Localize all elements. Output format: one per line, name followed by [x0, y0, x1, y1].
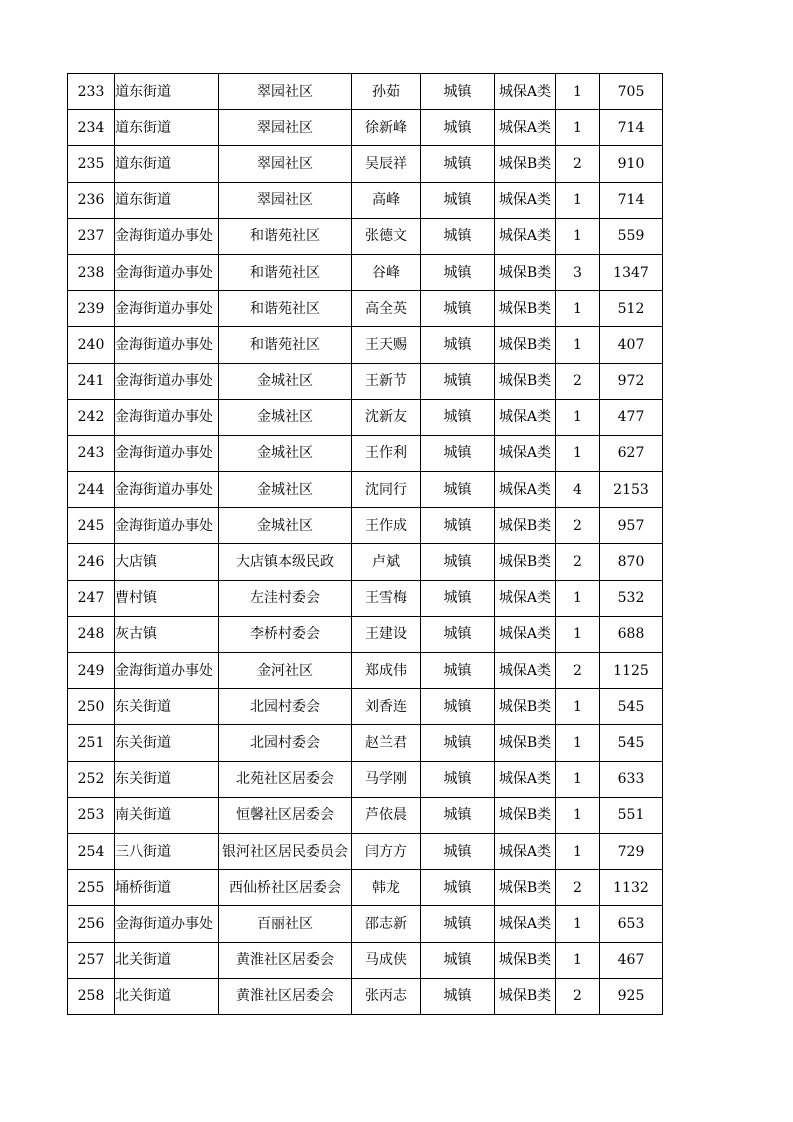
amount-cell: 688 — [600, 616, 663, 652]
table-row — [68, 689, 663, 725]
table-row — [68, 797, 663, 833]
row-number-cell: 245 — [68, 508, 115, 544]
category-cell: 城保B类 — [495, 327, 556, 363]
name-cell: 王天赐 — [352, 327, 421, 363]
person-count-cell: 1 — [556, 797, 600, 833]
household-type-cell: 城镇 — [421, 472, 495, 508]
category-cell: 城保A类 — [495, 906, 556, 942]
household-type-cell: 城镇 — [421, 146, 495, 182]
community-cell: 翠园社区 — [219, 74, 352, 110]
community-cell: 金城社区 — [219, 363, 352, 399]
category-cell: 城保B类 — [495, 146, 556, 182]
name-cell: 闫方方 — [352, 833, 421, 869]
name-cell: 刘香连 — [352, 689, 421, 725]
person-count-cell: 1 — [556, 906, 600, 942]
table-row — [68, 472, 663, 508]
row-number-cell: 257 — [68, 942, 115, 978]
name-cell: 马成侠 — [352, 942, 421, 978]
table-row — [68, 906, 663, 942]
name-cell: 张丙志 — [352, 978, 421, 1014]
person-count-cell: 1 — [556, 74, 600, 110]
category-cell: 城保B类 — [495, 291, 556, 327]
name-cell: 王雪梅 — [352, 580, 421, 616]
amount-cell: 653 — [600, 906, 663, 942]
category-cell: 城保A类 — [495, 435, 556, 471]
street-cell: 金海街道办事处 — [115, 291, 219, 327]
name-cell: 卢斌 — [352, 544, 421, 580]
household-type-cell: 城镇 — [421, 942, 495, 978]
table-row — [68, 725, 663, 761]
table-row — [68, 870, 663, 906]
table-row — [68, 508, 663, 544]
amount-cell: 545 — [600, 725, 663, 761]
community-cell: 翠园社区 — [219, 182, 352, 218]
table-row — [68, 218, 663, 254]
name-cell: 韩龙 — [352, 870, 421, 906]
household-type-cell: 城镇 — [421, 218, 495, 254]
community-cell: 和谐苑社区 — [219, 327, 352, 363]
table-row — [68, 544, 663, 580]
row-number-cell: 258 — [68, 978, 115, 1014]
person-count-cell: 2 — [556, 544, 600, 580]
person-count-cell: 1 — [556, 761, 600, 797]
household-type-cell: 城镇 — [421, 978, 495, 1014]
household-type-cell: 城镇 — [421, 689, 495, 725]
category-cell: 城保B类 — [495, 942, 556, 978]
amount-cell: 467 — [600, 942, 663, 978]
amount-cell: 627 — [600, 435, 663, 471]
amount-cell: 1125 — [600, 653, 663, 689]
row-number-cell: 236 — [68, 182, 115, 218]
community-cell: 翠园社区 — [219, 110, 352, 146]
person-count-cell: 3 — [556, 254, 600, 290]
person-count-cell: 2 — [556, 870, 600, 906]
amount-cell: 729 — [600, 833, 663, 869]
category-cell: 城保B类 — [495, 870, 556, 906]
person-count-cell: 1 — [556, 833, 600, 869]
household-type-cell: 城镇 — [421, 363, 495, 399]
community-cell: 西仙桥社区居委会 — [219, 870, 352, 906]
row-number-cell: 255 — [68, 870, 115, 906]
community-cell: 金城社区 — [219, 399, 352, 435]
street-cell: 埇桥街道 — [115, 870, 219, 906]
table-row — [68, 363, 663, 399]
household-type-cell: 城镇 — [421, 254, 495, 290]
row-number-cell: 247 — [68, 580, 115, 616]
name-cell: 沈新友 — [352, 399, 421, 435]
name-cell: 高全英 — [352, 291, 421, 327]
name-cell: 王新节 — [352, 363, 421, 399]
table-row — [68, 580, 663, 616]
category-cell: 城保A类 — [495, 182, 556, 218]
name-cell: 邵志新 — [352, 906, 421, 942]
row-number-cell: 250 — [68, 689, 115, 725]
street-cell: 东关街道 — [115, 725, 219, 761]
household-type-cell: 城镇 — [421, 110, 495, 146]
household-type-cell: 城镇 — [421, 291, 495, 327]
row-number-cell: 242 — [68, 399, 115, 435]
amount-cell: 407 — [600, 327, 663, 363]
street-cell: 金海街道办事处 — [115, 472, 219, 508]
street-cell: 大店镇 — [115, 544, 219, 580]
person-count-cell: 1 — [556, 689, 600, 725]
community-cell: 北苑社区居委会 — [219, 761, 352, 797]
name-cell: 谷峰 — [352, 254, 421, 290]
row-number-cell: 251 — [68, 725, 115, 761]
row-number-cell: 241 — [68, 363, 115, 399]
person-count-cell: 1 — [556, 399, 600, 435]
table-row — [68, 833, 663, 869]
household-type-cell: 城镇 — [421, 544, 495, 580]
person-count-cell: 1 — [556, 182, 600, 218]
table-row — [68, 435, 663, 471]
amount-cell: 532 — [600, 580, 663, 616]
category-cell: 城保A类 — [495, 580, 556, 616]
community-cell: 百丽社区 — [219, 906, 352, 942]
household-type-cell: 城镇 — [421, 616, 495, 652]
category-cell: 城保B类 — [495, 508, 556, 544]
street-cell: 金海街道办事处 — [115, 254, 219, 290]
household-type-cell: 城镇 — [421, 797, 495, 833]
street-cell: 东关街道 — [115, 761, 219, 797]
amount-cell: 551 — [600, 797, 663, 833]
person-count-cell: 1 — [556, 218, 600, 254]
street-cell: 金海街道办事处 — [115, 363, 219, 399]
person-count-cell: 1 — [556, 291, 600, 327]
name-cell: 赵兰君 — [352, 725, 421, 761]
person-count-cell: 2 — [556, 653, 600, 689]
category-cell: 城保A类 — [495, 653, 556, 689]
amount-cell: 1132 — [600, 870, 663, 906]
household-type-cell: 城镇 — [421, 906, 495, 942]
category-cell: 城保A类 — [495, 74, 556, 110]
person-count-cell: 2 — [556, 978, 600, 1014]
category-cell: 城保B类 — [495, 363, 556, 399]
amount-cell: 910 — [600, 146, 663, 182]
street-cell: 道东街道 — [115, 110, 219, 146]
row-number-cell: 256 — [68, 906, 115, 942]
amount-cell: 512 — [600, 291, 663, 327]
person-count-cell: 1 — [556, 725, 600, 761]
person-count-cell: 4 — [556, 472, 600, 508]
row-number-cell: 239 — [68, 291, 115, 327]
person-count-cell: 2 — [556, 146, 600, 182]
table-row — [68, 978, 663, 1014]
row-number-cell: 244 — [68, 472, 115, 508]
name-cell: 郑成伟 — [352, 653, 421, 689]
row-number-cell: 240 — [68, 327, 115, 363]
name-cell: 沈同行 — [352, 472, 421, 508]
household-type-cell: 城镇 — [421, 327, 495, 363]
street-cell: 道东街道 — [115, 146, 219, 182]
row-number-cell: 234 — [68, 110, 115, 146]
street-cell: 金海街道办事处 — [115, 399, 219, 435]
household-type-cell: 城镇 — [421, 833, 495, 869]
row-number-cell: 253 — [68, 797, 115, 833]
name-cell: 马学刚 — [352, 761, 421, 797]
household-type-cell: 城镇 — [421, 182, 495, 218]
table-row — [68, 616, 663, 652]
person-count-cell: 1 — [556, 616, 600, 652]
category-cell: 城保A类 — [495, 833, 556, 869]
category-cell: 城保A类 — [495, 218, 556, 254]
name-cell: 王作利 — [352, 435, 421, 471]
community-cell: 北园村委会 — [219, 689, 352, 725]
table-row — [68, 110, 663, 146]
household-type-cell: 城镇 — [421, 870, 495, 906]
category-cell: 城保B类 — [495, 689, 556, 725]
street-cell: 金海街道办事处 — [115, 906, 219, 942]
amount-cell: 559 — [600, 218, 663, 254]
row-number-cell: 233 — [68, 74, 115, 110]
row-number-cell: 249 — [68, 653, 115, 689]
amount-cell: 870 — [600, 544, 663, 580]
row-number-cell: 246 — [68, 544, 115, 580]
community-cell: 黄淮社区居委会 — [219, 942, 352, 978]
table-row — [68, 291, 663, 327]
category-cell: 城保A类 — [495, 761, 556, 797]
community-cell: 黄淮社区居委会 — [219, 978, 352, 1014]
amount-cell: 545 — [600, 689, 663, 725]
street-cell: 三八街道 — [115, 833, 219, 869]
name-cell: 高峰 — [352, 182, 421, 218]
name-cell: 吴辰祥 — [352, 146, 421, 182]
table-row — [68, 761, 663, 797]
category-cell: 城保B类 — [495, 544, 556, 580]
category-cell: 城保B类 — [495, 797, 556, 833]
row-number-cell: 252 — [68, 761, 115, 797]
street-cell: 金海街道办事处 — [115, 327, 219, 363]
amount-cell: 705 — [600, 74, 663, 110]
table-row — [68, 146, 663, 182]
table-row — [68, 254, 663, 290]
street-cell: 金海街道办事处 — [115, 218, 219, 254]
household-type-cell: 城镇 — [421, 653, 495, 689]
household-type-cell: 城镇 — [421, 74, 495, 110]
community-cell: 恒馨社区居委会 — [219, 797, 352, 833]
table-row — [68, 327, 663, 363]
street-cell: 道东街道 — [115, 182, 219, 218]
row-number-cell: 237 — [68, 218, 115, 254]
person-count-cell: 1 — [556, 942, 600, 978]
community-cell: 大店镇本级民政 — [219, 544, 352, 580]
household-type-cell: 城镇 — [421, 725, 495, 761]
community-cell: 金城社区 — [219, 508, 352, 544]
roster-table — [67, 73, 663, 1015]
household-type-cell: 城镇 — [421, 508, 495, 544]
street-cell: 金海街道办事处 — [115, 653, 219, 689]
community-cell: 李桥村委会 — [219, 616, 352, 652]
table-body — [68, 74, 663, 1015]
amount-cell: 714 — [600, 182, 663, 218]
name-cell: 王建设 — [352, 616, 421, 652]
category-cell: 城保A类 — [495, 616, 556, 652]
row-number-cell: 238 — [68, 254, 115, 290]
amount-cell: 477 — [600, 399, 663, 435]
category-cell: 城保A类 — [495, 110, 556, 146]
amount-cell: 714 — [600, 110, 663, 146]
community-cell: 和谐苑社区 — [219, 218, 352, 254]
amount-cell: 972 — [600, 363, 663, 399]
community-cell: 金河社区 — [219, 653, 352, 689]
person-count-cell: 2 — [556, 508, 600, 544]
name-cell: 芦依晨 — [352, 797, 421, 833]
street-cell: 南关街道 — [115, 797, 219, 833]
amount-cell: 2153 — [600, 472, 663, 508]
person-count-cell: 1 — [556, 435, 600, 471]
amount-cell: 633 — [600, 761, 663, 797]
household-type-cell: 城镇 — [421, 761, 495, 797]
household-type-cell: 城镇 — [421, 580, 495, 616]
street-cell: 金海街道办事处 — [115, 435, 219, 471]
table-row — [68, 653, 663, 689]
street-cell: 道东街道 — [115, 74, 219, 110]
community-cell: 银河社区居民委员会 — [219, 833, 352, 869]
category-cell: 城保B类 — [495, 725, 556, 761]
household-type-cell: 城镇 — [421, 435, 495, 471]
table-row — [68, 942, 663, 978]
community-cell: 翠园社区 — [219, 146, 352, 182]
name-cell: 孙茹 — [352, 74, 421, 110]
street-cell: 灰古镇 — [115, 616, 219, 652]
row-number-cell: 235 — [68, 146, 115, 182]
category-cell: 城保B类 — [495, 978, 556, 1014]
community-cell: 金城社区 — [219, 472, 352, 508]
row-number-cell: 243 — [68, 435, 115, 471]
table-row — [68, 399, 663, 435]
row-number-cell: 254 — [68, 833, 115, 869]
street-cell: 北关街道 — [115, 978, 219, 1014]
person-count-cell: 1 — [556, 110, 600, 146]
person-count-cell: 1 — [556, 580, 600, 616]
amount-cell: 925 — [600, 978, 663, 1014]
name-cell: 王作成 — [352, 508, 421, 544]
table-row — [68, 182, 663, 218]
category-cell: 城保B类 — [495, 254, 556, 290]
table-row — [68, 74, 663, 110]
category-cell: 城保A类 — [495, 472, 556, 508]
community-cell: 和谐苑社区 — [219, 254, 352, 290]
name-cell: 徐新峰 — [352, 110, 421, 146]
household-type-cell: 城镇 — [421, 399, 495, 435]
street-cell: 金海街道办事处 — [115, 508, 219, 544]
person-count-cell: 1 — [556, 327, 600, 363]
community-cell: 北园村委会 — [219, 725, 352, 761]
street-cell: 曹村镇 — [115, 580, 219, 616]
name-cell: 张德文 — [352, 218, 421, 254]
person-count-cell: 2 — [556, 363, 600, 399]
community-cell: 左洼村委会 — [219, 580, 352, 616]
street-cell: 北关街道 — [115, 942, 219, 978]
community-cell: 金城社区 — [219, 435, 352, 471]
street-cell: 东关街道 — [115, 689, 219, 725]
row-number-cell: 248 — [68, 616, 115, 652]
category-cell: 城保A类 — [495, 399, 556, 435]
amount-cell: 1347 — [600, 254, 663, 290]
community-cell: 和谐苑社区 — [219, 291, 352, 327]
amount-cell: 957 — [600, 508, 663, 544]
